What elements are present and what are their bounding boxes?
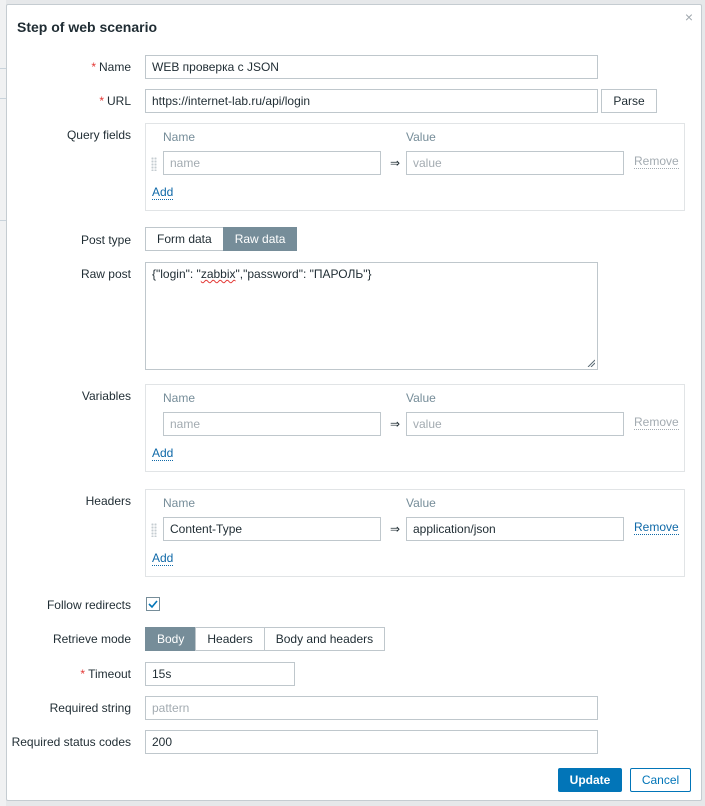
raw-post-spellcheck-word: zabbix [200, 267, 236, 281]
drag-handle-icon[interactable] [151, 523, 157, 537]
variables-remove-link[interactable]: Remove [634, 415, 679, 429]
header-value-input[interactable]: application/json [406, 517, 624, 541]
maps-to-arrow-icon: ⇒ [390, 156, 401, 170]
variables-value-header: Value [406, 391, 436, 405]
variables-value-input[interactable]: value [406, 412, 624, 436]
query-fields-table [145, 123, 685, 211]
query-remove-link[interactable]: Remove [634, 154, 679, 168]
query-fields-label: Query fields [66, 128, 131, 142]
required-string-label: Required string [49, 701, 131, 715]
cancel-button[interactable]: Cancel [630, 768, 691, 792]
raw-post-label: Raw post [80, 267, 131, 281]
timeout-label [80, 667, 131, 681]
name-input[interactable]: WEB проверка с JSON [145, 55, 598, 79]
headers-value-header: Value [406, 496, 436, 510]
timeout-input[interactable]: 15s [145, 662, 295, 686]
parse-button[interactable]: Parse [601, 89, 657, 113]
web-scenario-step-dialog [6, 4, 702, 801]
retrieve-mode-body-and-headers[interactable]: Body and headers [264, 627, 385, 651]
required-marker: * [91, 60, 96, 74]
post-type-label: Post type [80, 233, 131, 247]
raw-post-textarea[interactable] [145, 262, 598, 370]
query-add-link[interactable]: Add [152, 185, 174, 199]
headers-name-header: Name [163, 496, 196, 510]
headers-label: Headers [85, 494, 131, 508]
post-type-selector [145, 227, 297, 251]
url-label-text: URL [106, 94, 131, 108]
required-status-codes-label: Required status codes [11, 735, 131, 749]
url-label [99, 94, 131, 108]
maps-to-arrow-icon: ⇒ [390, 417, 401, 431]
variables-table [145, 384, 685, 472]
required-status-codes-input[interactable]: 200 [145, 730, 598, 754]
follow-redirects-label: Follow redirects [46, 598, 131, 612]
update-button[interactable]: Update [558, 768, 622, 792]
follow-redirects-checkbox[interactable] [146, 597, 160, 611]
required-marker: * [99, 94, 104, 108]
retrieve-mode-selector [145, 627, 385, 651]
post-type-raw-data[interactable]: Raw data [223, 227, 298, 251]
header-remove-link[interactable]: Remove [634, 520, 679, 534]
variables-label: Variables [81, 389, 131, 403]
variables-name-header: Name [163, 391, 196, 405]
post-type-form-data[interactable]: Form data [145, 227, 224, 251]
variables-name-input[interactable]: name [163, 412, 381, 436]
retrieve-mode-headers[interactable]: Headers [195, 627, 264, 651]
header-name-input[interactable]: Content-Type [163, 517, 381, 541]
required-marker: * [80, 667, 86, 681]
raw-post-text: {"login": " [152, 267, 201, 281]
retrieve-mode-label: Retrieve mode [52, 632, 131, 646]
retrieve-mode-body[interactable]: Body [145, 627, 196, 651]
query-name-input[interactable]: name [163, 151, 381, 175]
headers-add-link[interactable]: Add [152, 551, 174, 565]
raw-post-text-tail: ","password": "ПАРОЛЬ"} [235, 267, 372, 281]
close-icon[interactable]: × [684, 9, 694, 25]
query-name-header: Name [163, 130, 196, 144]
query-value-header: Value [406, 130, 436, 144]
variables-add-link[interactable]: Add [152, 446, 174, 460]
dialog-title: Step of web scenario [17, 19, 158, 35]
maps-to-arrow-icon: ⇒ [390, 522, 401, 536]
url-input[interactable]: https://internet-lab.ru/api/login [145, 89, 598, 113]
name-label-text: Name [98, 60, 131, 74]
headers-table [145, 489, 685, 577]
drag-handle-icon[interactable] [151, 157, 157, 171]
name-label [91, 60, 131, 74]
timeout-label-text: Timeout [88, 667, 131, 681]
required-string-input[interactable]: pattern [145, 696, 598, 720]
checkmark-icon [147, 598, 159, 610]
resize-handle-icon[interactable] [587, 359, 595, 367]
query-value-input[interactable]: value [406, 151, 624, 175]
